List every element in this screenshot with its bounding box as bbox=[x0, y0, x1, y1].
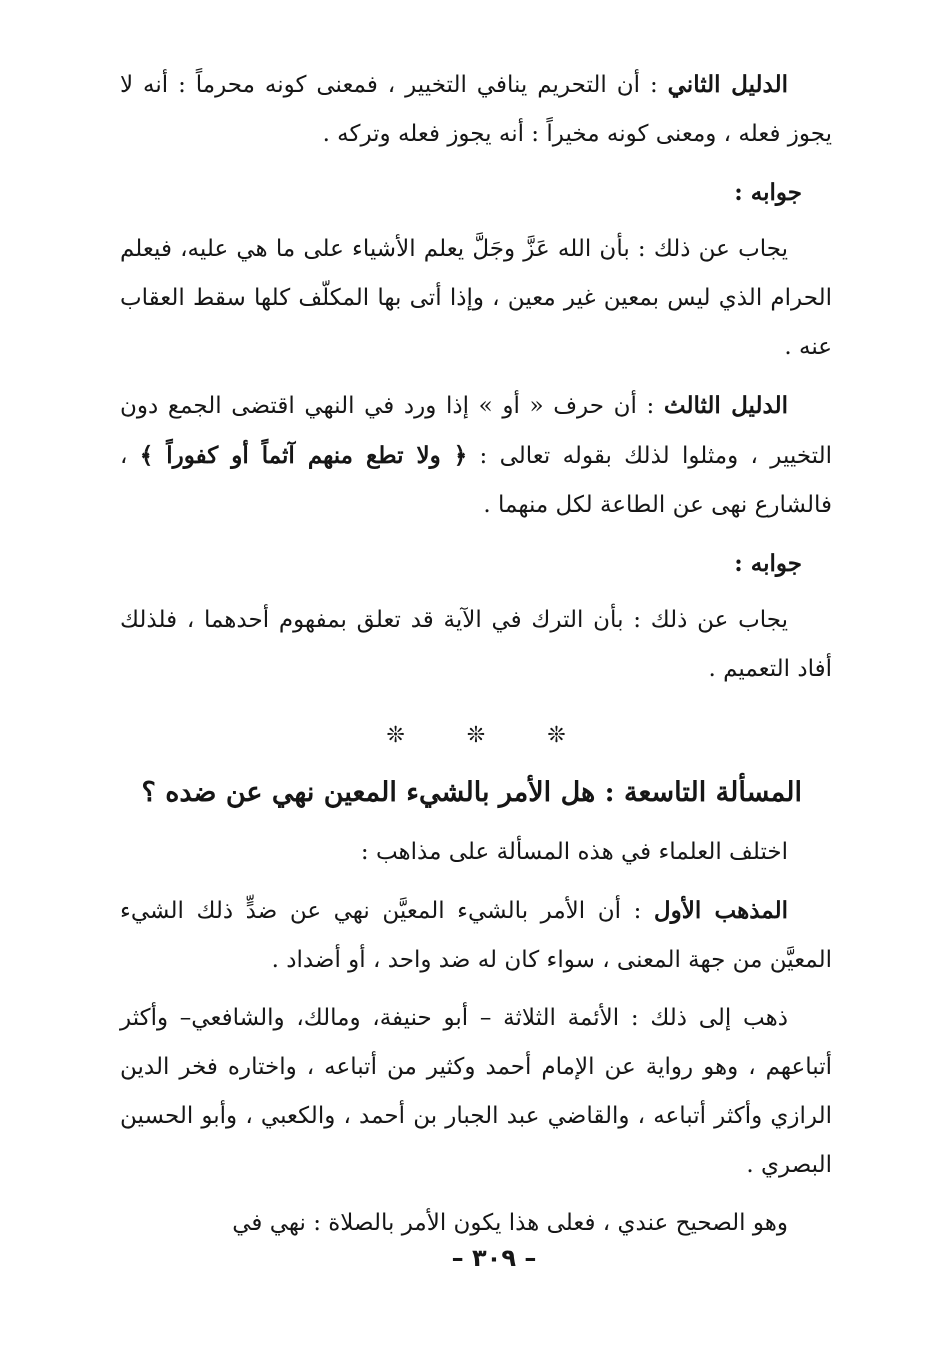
paragraph-second-evidence bbox=[120, 60, 832, 159]
third-evidence-text-a: : أن حرف « أو » إذا ورد في النهي اقتضى الجمع دون التخيير ، ومثلوا لذلك بقوله تعالى : bbox=[120, 393, 833, 469]
third-evidence-text-b: ، فالشارع نهى عن الطاعة لكل منهما . bbox=[120, 443, 832, 518]
third-evidence-label: الدليل الثالث bbox=[663, 392, 788, 419]
quran-quote: ﴿ ولا تطع منهم آثماً أو كفوراً ﴾ bbox=[139, 442, 468, 469]
second-evidence-text: : أن التحريم ينافي التخيير ، فمعنى كونه محرماً : أنه لا يجوز فعله ، ومعنى كونه مخيراً : أنه يجوز فعله وتركه . bbox=[120, 72, 832, 147]
star-separator: ❊❊❊ bbox=[386, 723, 628, 748]
paragraph-intro: اختلف العلماء في هذه المسألة على مذاهب : bbox=[360, 839, 788, 865]
first-doctrine-text: : أن الأمر بالشيء المعيَّن نهي عن ضدٍّ ذلك الشيء المعيَّن من جهة المعنى ، سواء كان له ضد واحد ، أو أضداد . bbox=[120, 898, 832, 973]
paragraph-conclusion: وهو الصحيح عندي ، فعلى هذا يكون الأمر بالصلاة : نهي في bbox=[232, 1210, 788, 1236]
answer-heading-2: جوابه : bbox=[734, 550, 802, 577]
first-doctrine-label: المذهب الأول bbox=[653, 897, 788, 924]
second-evidence-label: الدليل الثاني bbox=[667, 71, 788, 98]
page-number bbox=[0, 1244, 938, 1272]
paragraph-proponents: ذهب إلى ذلك : الأئمة الثلاثة – أبو حنيفة، ومالك، والشافعي– وأكثر أتباعهم ، وهو رواية عن الإمام أحمد وكثير من أتباعه ، واختاره فخر الدين الرازي وأكثر أتباعه ، والقاضي عبد الجبار بن أحمد ، والكعبي ، وأبو الحسين البصري . bbox=[120, 1005, 832, 1178]
paragraph-answer-1: يجاب عن ذلك : بأن الله عَزَّ وجَلَّ يعلم الأشياء على ما هي عليه، فيعلم الحرام الذي ليس بمعين غير معين ، وإذا أتى بها المكلّف كلها سقط العقاب عنه . bbox=[120, 236, 832, 360]
paragraph-first-doctrine bbox=[120, 886, 832, 985]
answer-heading-1: جوابه : bbox=[734, 179, 802, 206]
paragraph-third-evidence bbox=[120, 381, 832, 530]
page-number-text: – ٣٠٩ – bbox=[451, 1244, 537, 1272]
section-title: المسألة التاسعة : هل الأمر بالشيء المعين نهي عن ضده ؟ bbox=[141, 777, 802, 808]
page-body bbox=[120, 60, 832, 1257]
paragraph-answer-2: يجاب عن ذلك : بأن الترك في الآية قد تعلق بمفهوم أحدهما ، فلذلك أفاد التعميم . bbox=[120, 607, 832, 682]
